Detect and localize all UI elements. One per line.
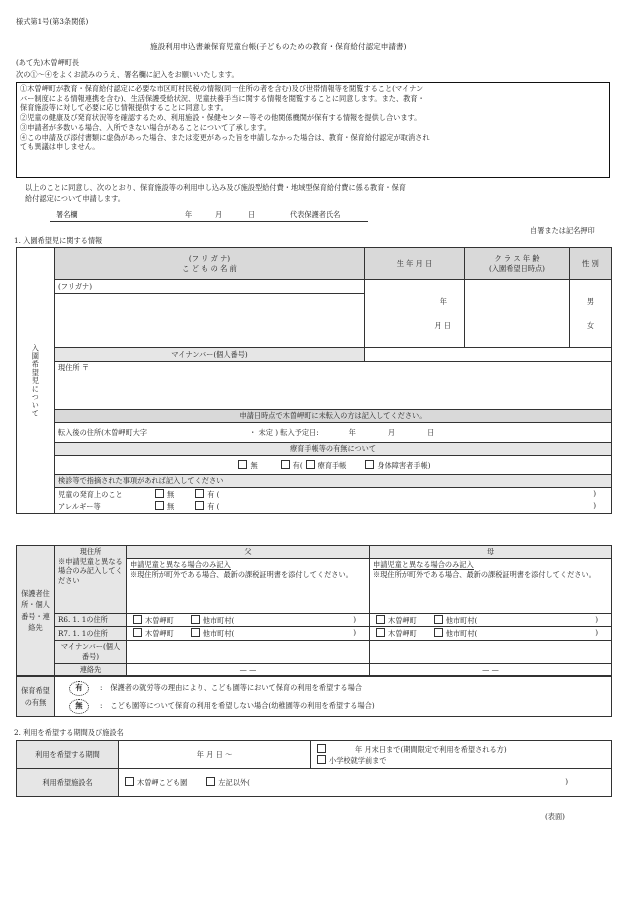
facility-other-checkbox[interactable] [206, 777, 215, 786]
father-r6-kisosaki: 木曽岬町 [145, 615, 174, 625]
section-heading: 1. 入園希望児に関する情報 [14, 236, 103, 245]
mother-diff-note: ※現住所が町外である場合、最新の課税証明書を添付してください。 [373, 570, 596, 580]
shintai-label: 身体障害者手帳) [377, 460, 431, 470]
mother-r7-other-checkbox[interactable] [434, 628, 443, 637]
until-month-text: 年 月末日まで(期間限定で利用を希望される方) [355, 744, 507, 754]
consent-line: ても異議は申しません。 [20, 142, 100, 152]
current-address-label [55, 546, 127, 614]
facility-kisosaki-text: 木曽岬こども園 [137, 778, 188, 788]
handbook-has-checkbox[interactable] [281, 460, 290, 469]
mynum-label: マイナンバー(個人番号) [55, 641, 127, 663]
handbook-none-checkbox[interactable] [238, 460, 247, 469]
intro-text: 次の①〜④をよくお読みのうえ、署名欄に記入をお願いいたします。 [16, 70, 239, 79]
mother-r7-kisosaki: 木曽岬町 [388, 629, 417, 639]
consent-line: ③申請者が多数いる場合、入所できない場合があることについて了承します。 [20, 122, 271, 132]
r6-label: R6. 1. 1の住所 [55, 613, 127, 627]
allergy-label: アレルギー等 [58, 502, 101, 512]
name-header-text: こ ど も の 名 前 [182, 263, 237, 273]
mother-r6-other: 他市町村( [445, 615, 478, 625]
facility-label: 利用希望施設名 [17, 769, 119, 797]
father-r6-other: 他市町村( [202, 615, 235, 625]
sign-year: 年 [185, 210, 193, 219]
childcare-no-text: こども園等について保育の利用を希望しない場合(幼稚園等の利用を希望する場合) [110, 700, 375, 710]
agreement-line: 以上のことに同意し、次のとおり、保育施設等の利用申し込み及び施設型給付費・地域型保育給付費に係る教育・保育 [25, 183, 406, 192]
consent-line: バー制度による情報連携を含む)、生活保護受給状況、児童扶養手当に関する情報を閲覧することに同意します。また、教育・ [20, 93, 425, 103]
sign-month: 月 [215, 210, 223, 219]
move-date-label: 転入予定日: [280, 427, 319, 437]
dev-row[interactable] [55, 487, 612, 500]
allergy-none-label: 無 [167, 502, 175, 512]
consent-line: 保育施設等に対して必要に応じ情報提供することに同意します。 [20, 103, 228, 113]
cur-label-2: ※申請児童と異なる場合のみ記入してください [58, 556, 123, 586]
new-address-label: 転入後の住所(木曽岬町大字 [58, 427, 148, 437]
consent-line: ①木曽岬町が教育・保育給付認定に必要な市区町村民税の情報(同一住所の者を含む)及び世帯情報等を閲覧すること(マイナン [20, 84, 424, 93]
birth-input[interactable] [365, 280, 465, 348]
until-school-text: 小学校就学前まで [329, 755, 387, 765]
father-r6[interactable]: 木曽岬町 他市町村( ) [127, 613, 370, 627]
handbook-options [55, 456, 612, 475]
period-label: 利用を希望する期間 [17, 741, 119, 769]
facility-other-text: 左記以外( [218, 778, 250, 788]
allergy-none-checkbox[interactable] [155, 501, 164, 510]
father-r6-other-checkbox[interactable] [191, 615, 200, 624]
dev-label: 児童の発育上のこと [58, 489, 123, 499]
mother-r7[interactable]: 木曽岬町 他市町村( ) [370, 627, 612, 641]
child-side-label [17, 248, 55, 514]
move-day: 日 [427, 427, 435, 437]
mother-r6-other-checkbox[interactable] [434, 615, 443, 624]
representative-label: 代表保護者氏名 [290, 210, 341, 219]
consent-line: ②児童の健康及び発育状況等を確認するため、利用施設・保健センター等その他関係機関が保有する情報を提供し合います。 [20, 113, 422, 123]
move-year: 年 [348, 427, 356, 437]
r7-label: R7. 1. 1の住所 [55, 627, 127, 641]
mynumber-input[interactable] [365, 348, 612, 362]
sex-select[interactable] [570, 280, 612, 348]
child-side-text: 入園希望児について [31, 343, 41, 418]
mother-address-input[interactable] [370, 558, 612, 613]
mother-r7-kisosaki-checkbox[interactable] [376, 628, 385, 637]
furigana-label: (フリガナ) [58, 281, 92, 291]
period-start-input[interactable]: 年 月 日 〜 [119, 741, 311, 769]
checkup-header: 検診等で指摘された事項があれば記入してください [55, 475, 612, 488]
furigana-input[interactable] [55, 280, 365, 294]
child-name-input[interactable] [55, 294, 365, 348]
signature-label: 署名欄 [56, 210, 78, 219]
ryoiku-label: 療育手帳 [317, 460, 347, 470]
class-header-1: ク ラ ス 年 齢 [494, 253, 540, 263]
father-diff-label: 申請児童と異なる場合のみ記入 [130, 559, 231, 569]
period-table [16, 740, 612, 797]
dev-none-checkbox[interactable] [155, 489, 164, 498]
childcare-yes-option[interactable]: 有 [69, 681, 89, 696]
section-2-heading: 2. 利用を希望する期間及び施設名 [14, 728, 124, 737]
father-r7-kisosaki-checkbox[interactable] [133, 628, 142, 637]
until-school-checkbox[interactable] [317, 755, 326, 764]
class-input[interactable] [465, 280, 570, 348]
cur-label-1: 現住所 [79, 547, 102, 556]
class-header-2: (入園希望日時点) [489, 263, 545, 273]
period-end-options [311, 741, 612, 769]
birth-header: 生 年 月 日 [365, 248, 465, 280]
childcare-options: 有 : 保護者の就労等の理由により、こども園等において保育の利用を希望する場合 無 : こども園等について保育の利用を希望しない場合(幼稚園等の利用を希望する場合) [55, 677, 612, 717]
dev-none-label: 無 [167, 489, 175, 499]
mother-r7-other: 他市町村( [445, 629, 478, 639]
father-r7-other-checkbox[interactable] [191, 628, 200, 637]
ryoiku-checkbox[interactable] [306, 460, 315, 469]
name-header [55, 248, 365, 280]
childcare-yes-text: 保護者の就労等の理由により、こども園等において保育の利用を希望する場合 [110, 682, 362, 692]
allergy-close: ) [593, 501, 596, 511]
allergy-has-checkbox[interactable] [195, 501, 204, 510]
has-label: 有( [292, 460, 303, 470]
father-r7-kisosaki: 木曽岬町 [145, 629, 174, 639]
furigana-header: (フ リ ガ ナ) [188, 253, 231, 263]
form-number: 様式第1号(第3条関係) [16, 17, 89, 26]
sign-day: 日 [248, 210, 256, 219]
until-month-checkbox[interactable] [317, 744, 326, 753]
dev-has-checkbox[interactable] [195, 489, 204, 498]
father-r7-other: 他市町村( [202, 629, 235, 639]
child-info-table [16, 247, 612, 514]
mother-r6-kisosaki-checkbox[interactable] [376, 615, 385, 624]
facility-options [119, 769, 612, 797]
sex-header: 性 別 [570, 248, 612, 280]
birth-month-day: 月 日 [434, 320, 451, 330]
address-input[interactable] [55, 362, 612, 410]
handbook-header: 療育手帳等の有無について [55, 443, 612, 456]
guardian-side-label: 保護者住所・個人番号・連絡先 [17, 546, 55, 676]
class-header [465, 248, 570, 280]
signature-note: 自署または記名押印 [530, 226, 595, 235]
father-address-input[interactable] [127, 558, 370, 613]
dev-close: ) [593, 488, 596, 498]
mynumber-label: マイナンバー(個人番号) [55, 348, 365, 362]
father-r6-kisosaki-checkbox[interactable] [133, 615, 142, 624]
childcare-table [16, 676, 612, 717]
father-r7[interactable]: 木曽岬町 他市町村( ) [127, 627, 370, 641]
page-title: 施設利用申込書兼保育児童台帳(子どものための教育・保育給付認定申請書) [150, 42, 407, 51]
allergy-has-label: 有 ( [207, 502, 220, 512]
allergy-row[interactable] [55, 500, 612, 513]
mother-r6[interactable]: 木曽岬町 他市町村( ) [370, 613, 612, 627]
addressee: (あて先)木曽岬町長 [16, 58, 80, 67]
childcare-side-label: 保育希望の有無 [17, 677, 55, 717]
birth-year: 年 [439, 296, 447, 306]
father-contact-input[interactable]: — — [127, 663, 370, 676]
mother-header: 母 [370, 546, 612, 559]
move-month: 月 [387, 427, 396, 437]
mother-r6-kisosaki: 木曽岬町 [388, 615, 417, 625]
consent-box [16, 82, 610, 178]
none-label: 無 [250, 460, 258, 470]
male-option[interactable]: 男 [586, 296, 595, 306]
new-address-row[interactable] [55, 423, 612, 443]
facility-kisosaki-checkbox[interactable] [125, 777, 134, 786]
dev-has-label: 有 ( [207, 489, 220, 499]
shintai-checkbox[interactable] [365, 460, 374, 469]
mother-mynum-input[interactable] [370, 641, 612, 663]
father-mynum-input[interactable] [127, 641, 370, 663]
undecided-label: ・ 未定 ) [249, 427, 278, 437]
contact-label: 連絡先 [55, 663, 127, 676]
mother-contact-input[interactable]: — — [370, 663, 612, 676]
not-moved-note: 申請日時点で木曽岬町に未転入の方は記入してください。 [55, 410, 612, 423]
father-diff-note: ※現住所が町外である場合、最新の課税証明書を添付してください。 [130, 570, 353, 580]
agreement-line: 給付認定について申請します。 [25, 194, 125, 203]
female-option[interactable]: 女 [586, 320, 595, 330]
consent-line: ④この申請及び添付書類に虚偽があった場合、または変更があった旨を申請しなかった場合は、教育・保育給付認定が取消され [20, 132, 430, 142]
childcare-no-option[interactable]: 無 [69, 699, 89, 714]
mother-diff-label: 申請児童と異なる場合のみ記入 [373, 559, 474, 569]
page-side-label: (表面) [545, 812, 565, 821]
father-header: 父 [127, 546, 370, 559]
facility-close: ) [565, 777, 568, 787]
guardian-table [16, 545, 612, 676]
address-label: 現住所 〒 [58, 363, 90, 372]
